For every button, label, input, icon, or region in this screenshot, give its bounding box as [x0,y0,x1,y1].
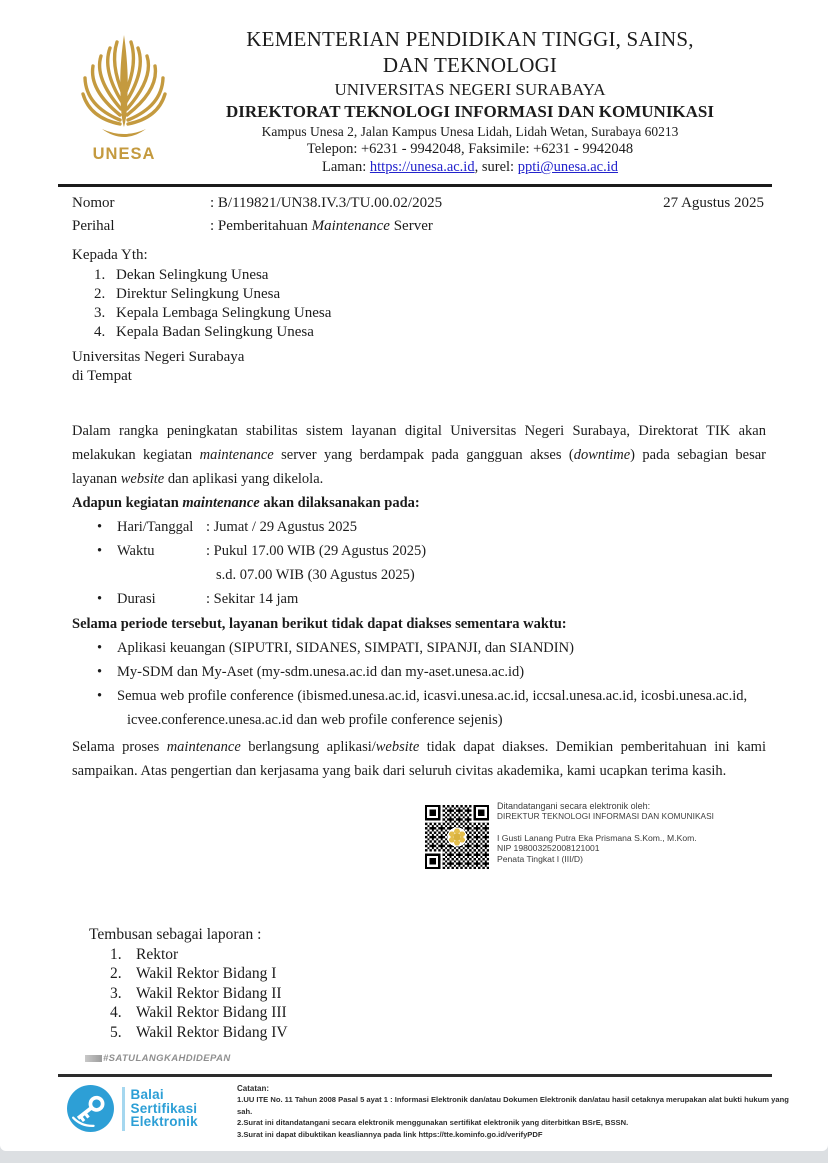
university-name: UNIVERSITAS NEGERI SURABAYA [334,80,606,99]
nomor-value: : B/119821/UN38.IV.3/TU.00.02/2025 [210,195,443,211]
list-item: • Waktu : Pukul 17.00 WIB (29 Agustus 2025) s.d. 07.00 WIB (30 Agustus 2025) [72,539,766,587]
letterhead-text [172,26,768,176]
nomor-row [72,192,764,215]
email-link[interactable]: ppti@unesa.ac.id [517,159,619,175]
bullet-icon: • [97,640,103,656]
services-list [72,636,766,732]
list-item: • Aplikasi keuangan (SIPUTRI, SIDANES, SIMPATI, SIPANJI, dan SIANDIN) [72,636,766,660]
bullet-icon: • [97,519,103,535]
list-item: • Hari/Tanggal : Jumat / 29 Agustus 2025 [72,515,766,539]
list-item: • Semua web profile conference (ibismed.unesa.ac.id, icasvi.unesa.ac.id, iccsal.unesa.ac.id, icosbi.unesa.ac.id, icvee.conference.unesa.ac.id dan web profile conference sejenis) [72,684,766,732]
phone-fax: Telepon: +6231 - 9942048, Faksimile: +6231 - 9942048 [306,141,634,157]
tagline-bar [85,1055,102,1062]
web-email-line [172,158,768,176]
services-heading: Selama periode tersebut, layanan berikut tidak dapat diakses sementara waktu: [72,616,567,632]
tembusan-list [110,945,288,1043]
perihal-value: : Pemberitahuan Maintenance Server [210,218,433,234]
list-item: • My-SDM dan My-Aset (my-sdm.unesa.ac.id dan my-aset.unesa.ac.id) [72,660,766,684]
letterhead [60,26,768,176]
web-label: Laman: [321,159,370,175]
bullet-icon: • [97,664,103,680]
recipient-place: di Tempat [72,368,132,384]
perihal-row [72,215,764,238]
bse-branding [66,1084,198,1133]
paragraph-1: Dalam rangka peningkatan stabilitas sistem layanan digital Universitas Negeri Surabaya, Direktorat TIK akan melakukan kegiatan maintenance server yang berdampak pada gangguan akses (downtime) pada sebagian besar layanan website dan aplikasi yang dikelola. [72,423,766,487]
signer-name: I Gusti Lanang Putra Eka Prismana S.Kom., M.Kom. [497,832,697,843]
letter-meta [72,192,764,238]
list-item: 4. Wakil Rektor Bidang III [110,1004,287,1021]
list-item: 2. Direktur Selingkung Unesa [94,286,281,302]
unesa-emblem-icon [74,32,174,166]
qr-code [425,805,489,869]
salutation: Kepada Yth: [72,247,148,263]
note-line: 1.UU ITE No. 11 Tahun 2008 Pasal 5 ayat 1 : Informasi Elektronik dan/atau Dokumen Elektronik dan/atau hasil cetaknya merupakan alat bukti hukum yang sah. [237,1095,789,1116]
list-item: 2. Wakil Rektor Bidang I [110,965,277,982]
note-line: 2.Surat ini ditandatangani secara elektronik menggunakan sertifikat elektronik yang diterbitkan BSrE, BSSN. [237,1118,629,1127]
tagline-text: #SATULANGKAHDIDEPAN [103,1053,231,1064]
unesa-logo-text: UNESA [92,145,156,163]
bse-divider [122,1087,125,1131]
list-item: 3. Kepala Lembaga Selingkung Unesa [94,305,332,321]
list-item: 5. Wakil Rektor Bidang IV [110,1023,288,1041]
tembusan-title: Tembusan sebagai laporan : [89,926,262,943]
tagline [85,1053,231,1064]
bullet-icon: • [97,543,103,559]
bullet-icon: • [97,688,103,704]
signer-title: DIREKTUR TEKNOLOGI INFORMASI DAN KOMUNIKASI [497,811,715,821]
tembusan-block [89,925,288,1042]
letter-date: 27 Agustus 2025 [663,195,764,211]
signature-text [497,801,775,864]
list-item: 1. Dekan Selingkung Unesa [94,267,269,283]
directorate-name: DIREKTORAT TEKNOLOGI INFORMASI DAN KOMUNIKASI [225,102,715,121]
signature-block [425,801,775,864]
recipient-org: Universitas Negeri Surabaya [72,349,245,365]
signer-details [497,833,775,865]
website-link[interactable]: https://unesa.ac.id [369,159,475,175]
recipient-list [94,266,764,342]
footer-notes [237,1084,798,1140]
letter-body [72,419,766,783]
list-item: 3. Wakil Rektor Bidang II [110,984,282,1002]
bse-name: Balai Sertifikasi Elektronik [130,1087,198,1130]
nomor-label: Nomor [72,195,115,211]
bullet-icon: • [97,591,103,607]
mail-label: , surel: [474,159,518,175]
signer-nip: NIP 198003252008121001 [497,843,600,853]
list-item: 1. Rektor [110,945,179,963]
list-item: • Durasi : Sekitar 14 jam [72,587,766,611]
ministry-line1: KEMENTERIAN PENDIDIKAN TINGGI, SAINS, [246,27,694,51]
perihal-label: Perihal [72,218,115,234]
schedule-value-line2: s.d. 07.00 WIB (30 Agustus 2025) [216,567,415,583]
footer-divider [58,1074,772,1077]
notes-title: Catatan: [237,1084,270,1093]
ministry-line2: DAN TEKNOLOGI [382,53,558,77]
schedule-list [72,515,766,611]
closing-paragraph: Selama proses maintenance berlangsung aplikasi/website tidak dapat diakses. Demikian pemberitahuan ini kami sampaikan. Atas pengertian dan kerjasama yang baik dari seluruh civitas akademika, kami ucapkan terima kasih. [72,739,766,779]
bse-key-icon [66,1084,115,1133]
campus-address: Kampus Unesa 2, Jalan Kampus Unesa Lidah, Lidah Wetan, Surabaya 60213 [261,124,679,139]
note-line: 3.Surat ini dapat dibuktikan keasliannya pada link https://tte.kominfo.go.id/verifyPDF [237,1129,543,1139]
signed-by-label: Ditandatangani secara elektronik oleh: [497,801,651,811]
recipient-block [72,246,764,386]
schedule-heading: Adapun kegiatan maintenance akan dilaksanakan pada: [72,495,420,511]
letterhead-divider [58,184,772,187]
signer-rank: Penata Tingkat I (III/D) [497,853,583,864]
list-item: 4. Kepala Badan Selingkung Unesa [94,324,314,340]
